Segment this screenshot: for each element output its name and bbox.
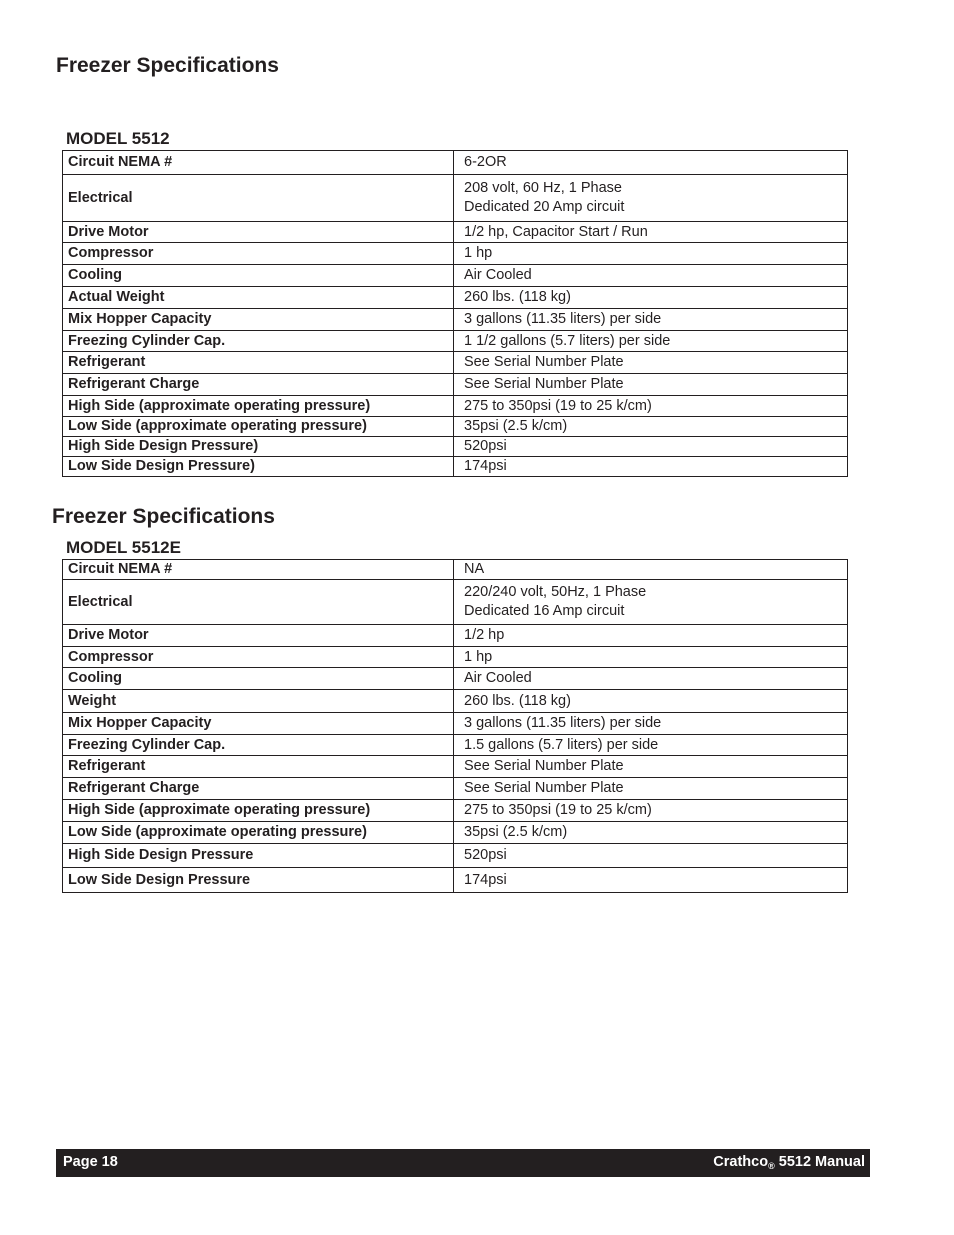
table-row	[63, 756, 848, 778]
table-row	[63, 647, 848, 668]
table-row	[63, 396, 848, 417]
spec-label: Mix Hopper Capacity	[63, 309, 454, 331]
spec-value: 6-2OR	[454, 151, 848, 175]
spec-value: 1/2 hp, Capacitor Start / Run	[454, 222, 848, 243]
spec-label: High Side (approximate operating pressure)	[63, 800, 454, 822]
spec-value: Air Cooled	[454, 265, 848, 287]
table-row	[63, 287, 848, 309]
spec-label: High Side Design Pressure)	[63, 437, 454, 457]
registered-mark: ®	[768, 1161, 775, 1171]
spec-value: 174psi	[454, 457, 848, 477]
spec-label: Refrigerant	[63, 756, 454, 778]
table-row	[63, 222, 848, 243]
spec-label: Drive Motor	[63, 222, 454, 243]
spec-value: See Serial Number Plate	[454, 352, 848, 374]
table-row	[63, 417, 848, 437]
table-row	[63, 778, 848, 800]
spec-value-line: Dedicated 16 Amp circuit	[464, 603, 625, 619]
table-row	[63, 868, 848, 893]
table-row	[63, 175, 848, 222]
spec-value	[454, 175, 848, 222]
spec-label: Mix Hopper Capacity	[63, 713, 454, 735]
table-row	[63, 352, 848, 374]
spec-value: 35psi (2.5 k/cm)	[454, 822, 848, 844]
spec-label: Electrical	[63, 580, 454, 625]
spec-value-line: 220/240 volt, 50Hz, 1 Phase	[464, 584, 647, 600]
section-title-5512e: Freezer Specifications	[52, 505, 275, 528]
spec-value: 1.5 gallons (5.7 liters) per side	[454, 735, 848, 756]
spec-value: 260 lbs. (118 kg)	[454, 690, 848, 713]
spec-value: 260 lbs. (118 kg)	[454, 287, 848, 309]
spec-table-5512	[62, 150, 848, 477]
spec-label: Refrigerant Charge	[63, 778, 454, 800]
spec-value-line: 208 volt, 60 Hz, 1 Phase	[464, 180, 622, 196]
spec-value: See Serial Number Plate	[454, 374, 848, 396]
table-row	[63, 822, 848, 844]
manual-title	[713, 1154, 865, 1171]
spec-label: Freezing Cylinder Cap.	[63, 735, 454, 756]
spec-label: Compressor	[63, 647, 454, 668]
table-row	[63, 151, 848, 175]
table-row	[63, 309, 848, 331]
spec-label: Low Side (approximate operating pressure)	[63, 417, 454, 437]
page-footer	[56, 1149, 870, 1177]
spec-label: High Side Design Pressure	[63, 844, 454, 868]
spec-value: 1 hp	[454, 647, 848, 668]
spec-label: Drive Motor	[63, 625, 454, 647]
table-row	[63, 560, 848, 580]
spec-value: 3 gallons (11.35 liters) per side	[454, 309, 848, 331]
table-row	[63, 243, 848, 265]
model-title-5512e: MODEL 5512E	[66, 538, 181, 557]
spec-label: Low Side Design Pressure)	[63, 457, 454, 477]
table-row	[63, 265, 848, 287]
spec-value: NA	[454, 560, 848, 580]
spec-value: 520psi	[454, 844, 848, 868]
brand-name: Crathco	[713, 1154, 769, 1170]
spec-label: Electrical	[63, 175, 454, 222]
spec-value: 1 1/2 gallons (5.7 liters) per side	[454, 331, 848, 352]
spec-label: Cooling	[63, 265, 454, 287]
table-row	[63, 437, 848, 457]
page-number: Page 18	[63, 1154, 118, 1170]
table-row	[63, 690, 848, 713]
spec-label: Freezing Cylinder Cap.	[63, 331, 454, 352]
table-row	[63, 457, 848, 477]
section-title-5512: Freezer Specifications	[56, 54, 279, 77]
table-row	[63, 800, 848, 822]
manual-name: 5512 Manual	[774, 1154, 865, 1170]
spec-value	[454, 580, 848, 625]
spec-label: Circuit NEMA #	[63, 560, 454, 580]
spec-value: 275 to 350psi (19 to 25 k/cm)	[454, 396, 848, 417]
spec-value: See Serial Number Plate	[454, 778, 848, 800]
spec-label: Compressor	[63, 243, 454, 265]
spec-value-line: Dedicated 20 Amp circuit	[464, 199, 625, 215]
spec-label: Refrigerant	[63, 352, 454, 374]
spec-label: Circuit NEMA #	[63, 151, 454, 175]
spec-label: Low Side Design Pressure	[63, 868, 454, 893]
spec-value: 174psi	[454, 868, 848, 893]
spec-value: 35psi (2.5 k/cm)	[454, 417, 848, 437]
spec-value: 520psi	[454, 437, 848, 457]
spec-table-5512e	[62, 559, 848, 893]
model-title-5512: MODEL 5512	[66, 129, 170, 148]
table-row	[63, 844, 848, 868]
spec-label: Cooling	[63, 668, 454, 690]
spec-value: Air Cooled	[454, 668, 848, 690]
spec-label: Actual Weight	[63, 287, 454, 309]
table-row	[63, 331, 848, 352]
spec-label: Weight	[63, 690, 454, 713]
spec-label: Low Side (approximate operating pressure)	[63, 822, 454, 844]
table-row	[63, 625, 848, 647]
table-row	[63, 668, 848, 690]
spec-value: See Serial Number Plate	[454, 756, 848, 778]
spec-value: 1/2 hp	[454, 625, 848, 647]
table-row	[63, 374, 848, 396]
spec-value: 1 hp	[454, 243, 848, 265]
spec-value: 275 to 350psi (19 to 25 k/cm)	[454, 800, 848, 822]
spec-label: High Side (approximate operating pressure)	[63, 396, 454, 417]
spec-value: 3 gallons (11.35 liters) per side	[454, 713, 848, 735]
spec-label: Refrigerant Charge	[63, 374, 454, 396]
table-row	[63, 713, 848, 735]
table-row	[63, 580, 848, 625]
table-row	[63, 735, 848, 756]
